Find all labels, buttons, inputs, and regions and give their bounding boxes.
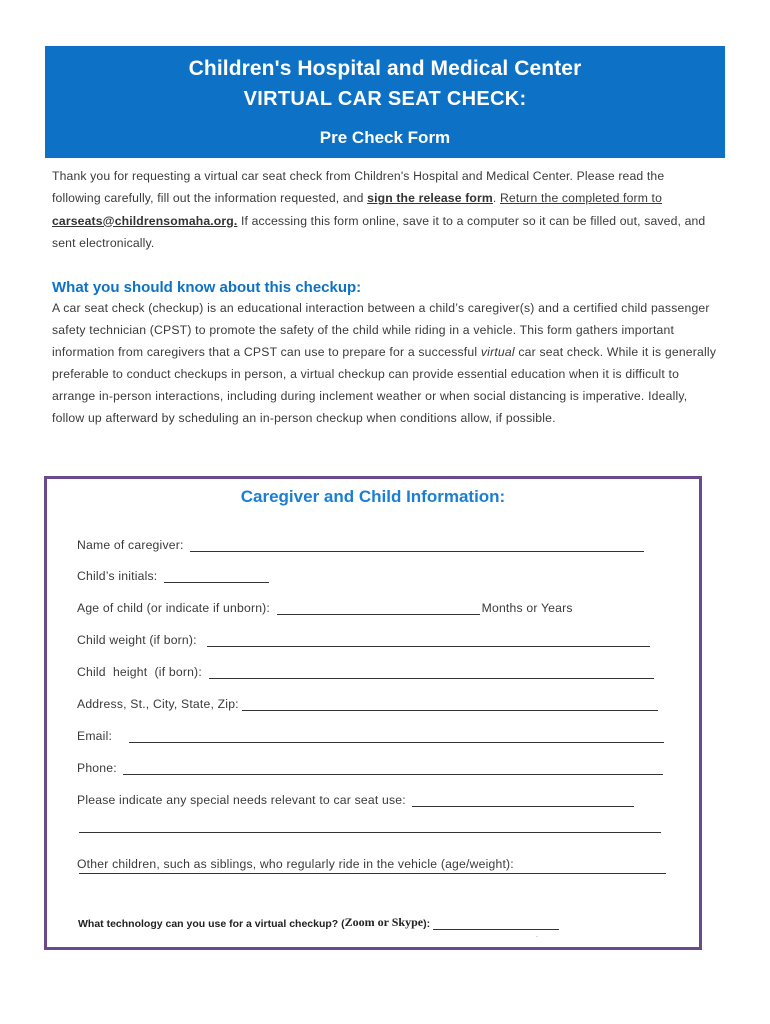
- section-text-end: car seat check. While it is generally preferable to conduct checkups in person, a virtual checkup can provide essential education when it is difficult to arrange in-person interactions, including during inclement weather or when social distancing is imperative. Ideally, follow up afterward by scheduling an in-person checkup when conditions allow, if possible.: [52, 345, 717, 426]
- technology-question: What technology can you use for a virtual checkup? (: [78, 918, 345, 930]
- intro-paragraph: [52, 165, 712, 254]
- technology-field[interactable]: [433, 918, 559, 930]
- technology-question-end: ):: [423, 918, 431, 930]
- child-age-row: [77, 597, 573, 615]
- child-weight-row: [77, 629, 650, 647]
- header-banner: [45, 46, 725, 158]
- other-children-label: Other children, such as siblings, who regularly ride in the vehicle (age/weight):: [77, 857, 514, 871]
- section-paragraph: [52, 297, 717, 430]
- age-unit-label: Months or Years: [481, 601, 573, 615]
- phone-label: Phone:: [77, 761, 121, 775]
- other-children-row: [77, 853, 514, 871]
- special-needs-label: Please indicate any special needs relevant to car seat use:: [77, 793, 410, 807]
- email-row: [77, 725, 664, 743]
- footer-mark: .: [536, 932, 538, 939]
- special-needs-field-extra[interactable]: [79, 832, 661, 833]
- release-form-link[interactable]: sign the release form: [367, 191, 493, 206]
- intro-text: Thank you for requesting a virtual car seat check from Children's Hospital and Medical Center. Please read the following carefully, fill out the information requested, and: [52, 169, 665, 206]
- address-row: [77, 693, 658, 711]
- email-label: Email:: [77, 729, 127, 743]
- child-age-field[interactable]: [277, 602, 480, 615]
- child-initials-row: [77, 565, 269, 583]
- address-field[interactable]: [242, 698, 658, 711]
- child-initials-label: Child’s initials:: [77, 569, 161, 583]
- address-label: Address, St., City, State, Zip:: [77, 697, 239, 711]
- intro-text-end: If accessing this form online, save it to a computer so it can be filled out, saved, and sent electronically.: [52, 213, 706, 250]
- technology-options: Zoom or Skype: [344, 915, 424, 929]
- return-instruction: Return the completed form to: [499, 191, 663, 206]
- form-title: VIRTUAL CAR SEAT CHECK:: [243, 88, 527, 110]
- phone-field[interactable]: [123, 762, 663, 775]
- child-weight-field[interactable]: [207, 634, 650, 647]
- other-children-field[interactable]: [79, 873, 666, 874]
- child-weight-label: Child weight (if born):: [77, 633, 204, 647]
- child-age-label: Age of child (or indicate if unborn):: [77, 601, 274, 615]
- child-initials-field[interactable]: [164, 570, 269, 583]
- org-name: Children's Hospital and Medical Center: [188, 57, 582, 80]
- caregiver-info-form: [44, 476, 702, 950]
- section-heading: What you should know about this checkup:: [52, 279, 362, 296]
- child-height-label: Child height (if born):: [77, 665, 206, 679]
- section-text-virtual: virtual: [480, 345, 515, 360]
- email-link[interactable]: carseats@childrensomaha.org.: [52, 213, 238, 228]
- section-text: A car seat check (checkup) is an educational interaction between a child’s caregiver(s) and a certified child passenger safety technician (CPST) to promote the safety of the child while riding in a vehicle. This form gathers important information from caregivers that a CPST can use to prepare for a successful: [52, 301, 710, 360]
- caregiver-name-label: Name of caregiver:: [77, 538, 188, 552]
- child-height-row: [77, 661, 654, 679]
- child-height-field[interactable]: [209, 666, 654, 679]
- special-needs-row: [77, 789, 634, 807]
- form-subtitle: Pre Check Form: [319, 128, 451, 147]
- form-section-title: Caregiver and Child Information:: [240, 487, 506, 506]
- caregiver-name-field[interactable]: [190, 539, 644, 552]
- special-needs-field[interactable]: [412, 794, 634, 807]
- email-field[interactable]: [129, 730, 664, 743]
- technology-row: [78, 914, 559, 930]
- caregiver-name-row: [77, 534, 644, 552]
- phone-row: [77, 757, 663, 775]
- intro-text-sep: .: [492, 191, 500, 206]
